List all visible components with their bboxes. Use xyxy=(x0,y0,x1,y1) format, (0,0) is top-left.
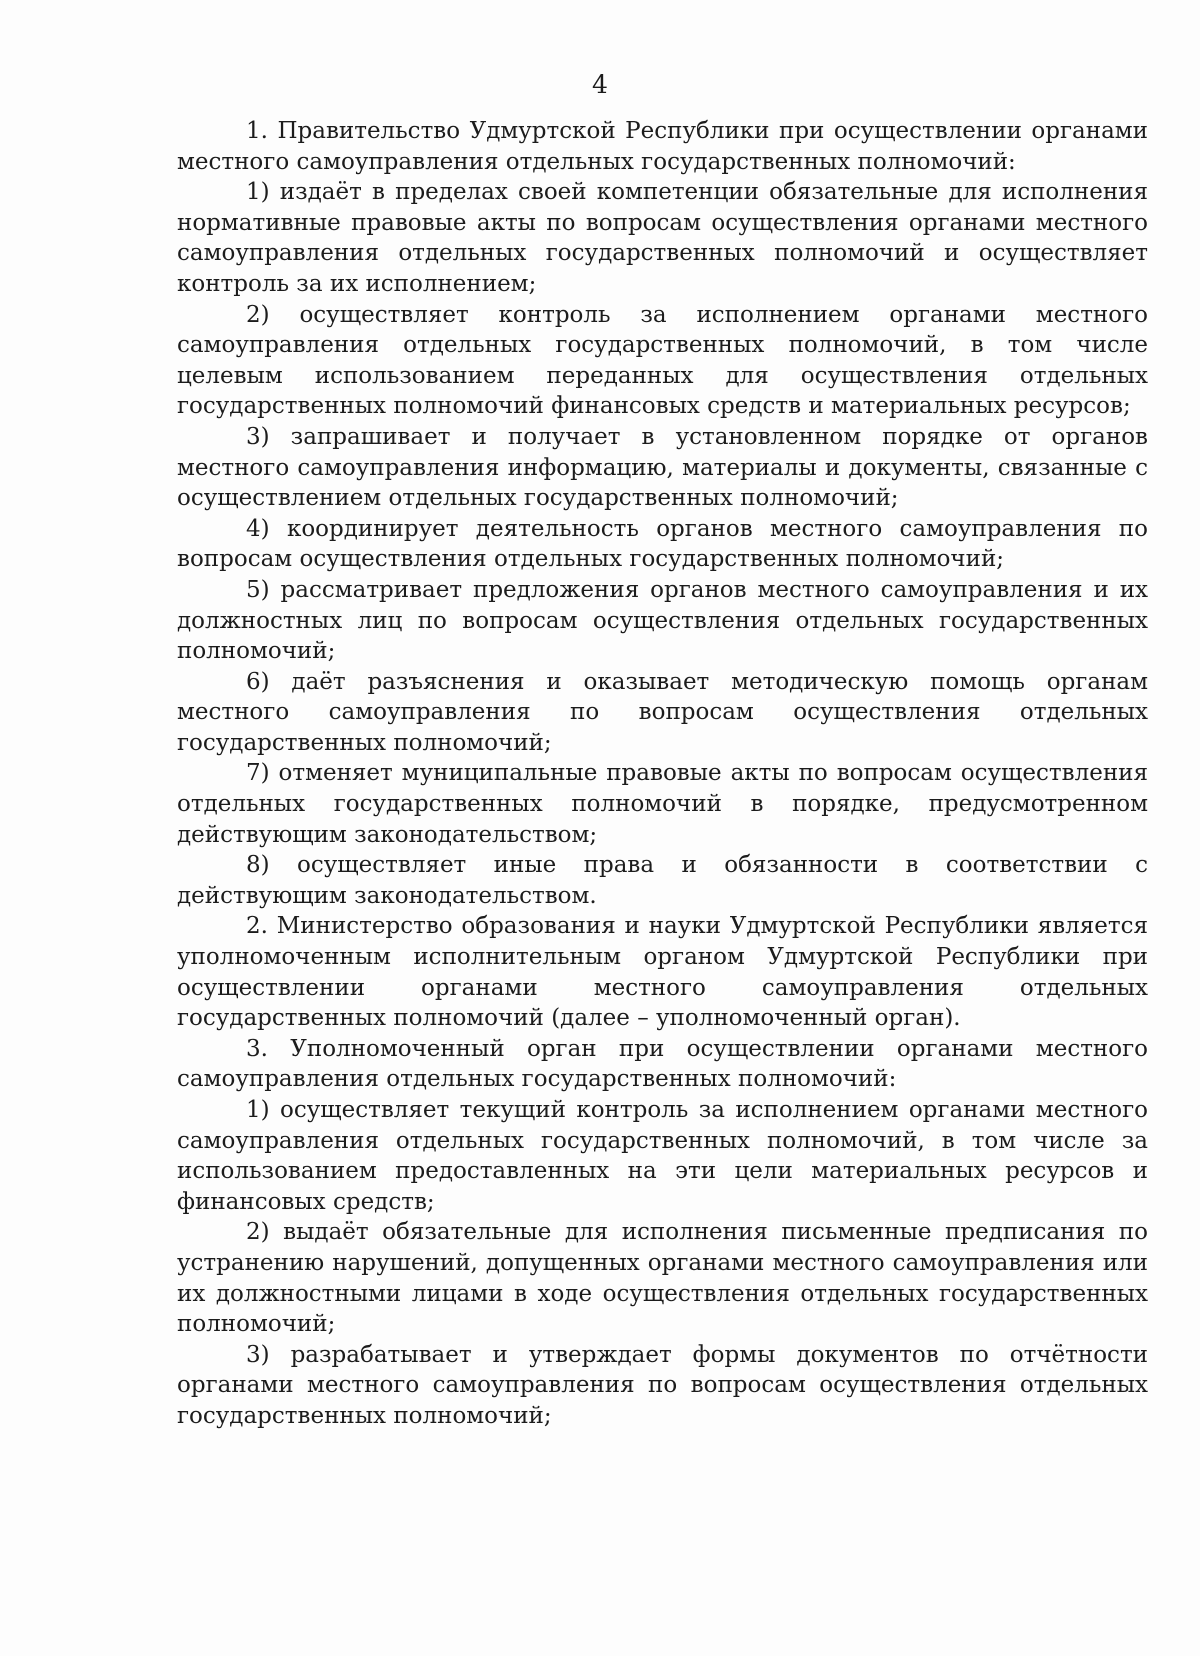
paragraph-1-item-3: 3) запрашивает и получает в установленном порядке от органов местного самоуправления информацию, материалы и документы, связанные с осуществлением отдельных государственных полномочий; xyxy=(177,423,1148,512)
paragraph-1-item-5: 5) рассматривает предложения органов местного самоуправления и их должностных лиц по вопросам осуществления отдельных государственных полномочий; xyxy=(177,576,1148,665)
document-body xyxy=(177,116,1148,1432)
paragraph-3-item-1: 1) осуществляет текущий контроль за исполнением органами местного самоуправления отдельных государственных полномочий, в том числе за использованием предоставленных на эти цели материальных ресурсов и финансовых средств; xyxy=(177,1097,1148,1215)
paragraph-3: 3. Уполномоченный орган при осуществлении органами местного самоуправления отдельных государственных полномочий: xyxy=(177,1035,1148,1093)
paragraph-1-item-4: 4) координирует деятельность органов местного самоуправления по вопросам осуществления отдельных государственных полномочий; xyxy=(177,515,1148,573)
paragraph-3-item-3: 3) разрабатывает и утверждает формы документов по отчётности органами местного самоуправления по вопросам осуществления отдельных государственных полномочий; xyxy=(177,1341,1148,1429)
paragraph-3-item-2: 2) выдаёт обязательные для исполнения письменные предписания по устранению нарушений, допущенных органами местного самоуправления или их должностными лицами в ходе осуществления отдельных государственных полномочий; xyxy=(177,1219,1148,1338)
paragraph-1-item-6: 6) даёт разъяснения и оказывает методическую помощь органам местного самоуправления по вопросам осуществления отдельных государственных полномочий; xyxy=(177,668,1148,756)
paragraph-1-item-7: 7) отменяет муниципальные правовые акты по вопросам осуществления отдельных государственных полномочий в порядке, предусмотренном действующим законодательством; xyxy=(177,760,1148,848)
paragraph-1-item-8: 8) осуществляет иные права и обязанности в соответствии с действующим законодательством. xyxy=(177,852,1148,909)
paragraph-1-item-1: 1) издаёт в пределах своей компетенции обязательные для исполнения нормативные правовые акты по вопросам осуществления органами местного самоуправления отдельных государственных полномочий и осуществляет контроль за их исполнением; xyxy=(177,179,1148,297)
page-number: 4 xyxy=(592,70,608,99)
paragraph-1: 1. Правительство Удмуртской Республики при осуществлении органами местного самоуправления отдельных государственных полномочий: xyxy=(177,118,1148,175)
paragraph-1-item-2: 2) осуществляет контроль за исполнением органами местного самоуправления отдельных государственных полномочий, в том числе целевым использованием переданных для осуществления отдельных государственных полномочий финансовых средств и материальных ресурсов; xyxy=(177,301,1148,420)
paragraph-2: 2. Министерство образования и науки Удмуртской Республики является уполномоченным исполнительным органом Удмуртской Республики при осуществлении органами местного самоуправления отдельных государственных полномочий (далее – уполномоченный орган). xyxy=(177,913,1148,1032)
